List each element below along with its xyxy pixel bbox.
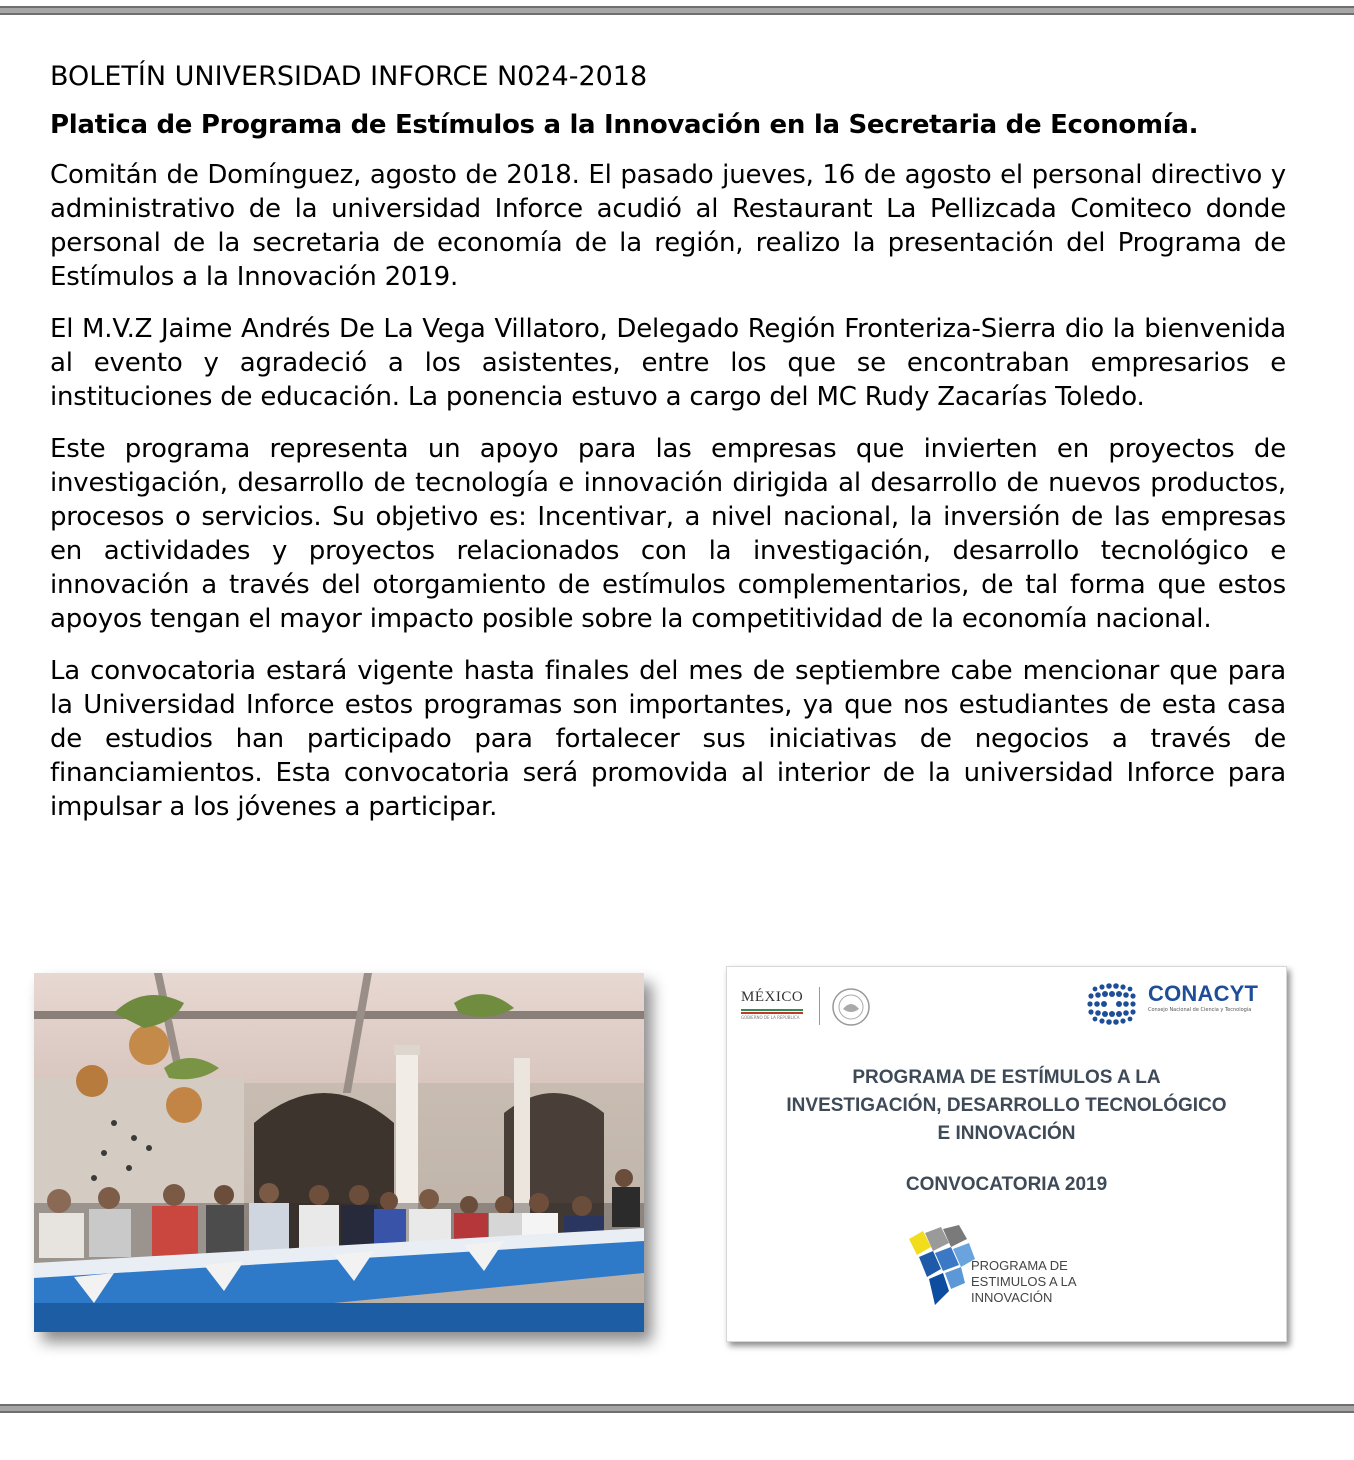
logo-divider	[819, 987, 820, 1025]
slide-title-line-2: INVESTIGACIÓN, DESARROLLO TECNOLÓGICO	[786, 1095, 1227, 1116]
paragraph-2: El M.V.Z Jaime Andrés De La Vega Villatoro, Delegado Región Fronteriza-Sierra dio la bienvenida al evento y agradeció a los asistentes, entre los que se encontraban empresarios e instituciones de educación. La ponencia estuvo a cargo del MC Rudy Zacarías Toledo.	[50, 314, 1286, 412]
conacyt-name: CONACYT	[1148, 981, 1259, 1006]
paragraph-3: Este programa representa un apoyo para las empresas que invierten en proyectos de investigación, desarrollo de tecnología e innovación dirigida al desarrollo de nuevos productos, procesos o servicios. Su objetivo es: Incentivar, a nivel nacional, la inversión de las empresas en actividades y proyectos relacionados con la investigación, desarrollo tecnológico e innovación a través del otorgamiento de estímulos complementarios, de tal forma que estos apoyos tengan el mayor impacto posible sobre la competitividad de la economía nacional.	[50, 434, 1286, 634]
mexico-logo-subtitle: GOBIERNO DE LA REPÚBLICA	[741, 1015, 800, 1020]
slide-title	[727, 1064, 1286, 1148]
slide-convocatoria: CONVOCATORIA 2019	[905, 1174, 1108, 1195]
convocatoria-slide	[726, 966, 1287, 1342]
paragraph-1: Comitán de Domínguez, agosto de 2018. El pasado jueves, 16 de agosto el personal directivo y administrativo de la universidad Inforce acudió al Restaurant La Pellizcada Comiteco donde personal de la secretaria de economía de la región, realizo la presentación del Programa de Estímulos a la Innovación 2019.	[50, 160, 1286, 292]
pei-logo-text	[971, 1258, 1077, 1306]
slide-title-line-1: PROGRAMA DE ESTÍMULOS A LA	[852, 1067, 1161, 1088]
mexico-seal-icon	[831, 987, 871, 1031]
meeting-photo	[34, 973, 644, 1332]
headline: Platica de Programa de Estímulos a la Innovación en la Secretaria de Economía.	[50, 110, 1199, 140]
pei-text-line-3: INNOVACIÓN	[971, 1290, 1053, 1305]
bottom-rule	[0, 1404, 1354, 1413]
pei-logo-icon	[905, 1225, 975, 1313]
mexico-logo-text: MÉXICO	[741, 989, 804, 1005]
mexico-logo	[741, 989, 803, 1020]
paragraph-4: La convocatoria estará vigente hasta finales del mes de septiembre cabe mencionar que para la Universidad Inforce estos programas son importantes, ya que nos estudiantes de esta casa de estudios han participado para fortalecer sus iniciativas de negocios a través de financiamientos. Esta convocatoria será promovida al interior de la universidad Inforce para impulsar a los jóvenes a participar.	[50, 656, 1286, 822]
bulletin-code: BOLETÍN UNIVERSIDAD INFORCE N024-2018	[50, 61, 648, 92]
conacyt-dots-icon	[1085, 981, 1143, 1031]
top-rule	[0, 6, 1354, 15]
pei-text-line-1: PROGRAMA DE	[971, 1258, 1068, 1273]
slide-title-line-3: E INNOVACIÓN	[937, 1123, 1076, 1144]
mexico-logo-stripe-green	[741, 1009, 803, 1011]
bulletin-body	[50, 60, 1286, 824]
pei-text-line-2: ESTIMULOS A LA	[971, 1274, 1077, 1289]
conacyt-subtitle: Consejo Nacional de Ciencia y Tecnología	[1148, 1007, 1252, 1013]
mexico-logo-stripe-red	[741, 1012, 803, 1014]
